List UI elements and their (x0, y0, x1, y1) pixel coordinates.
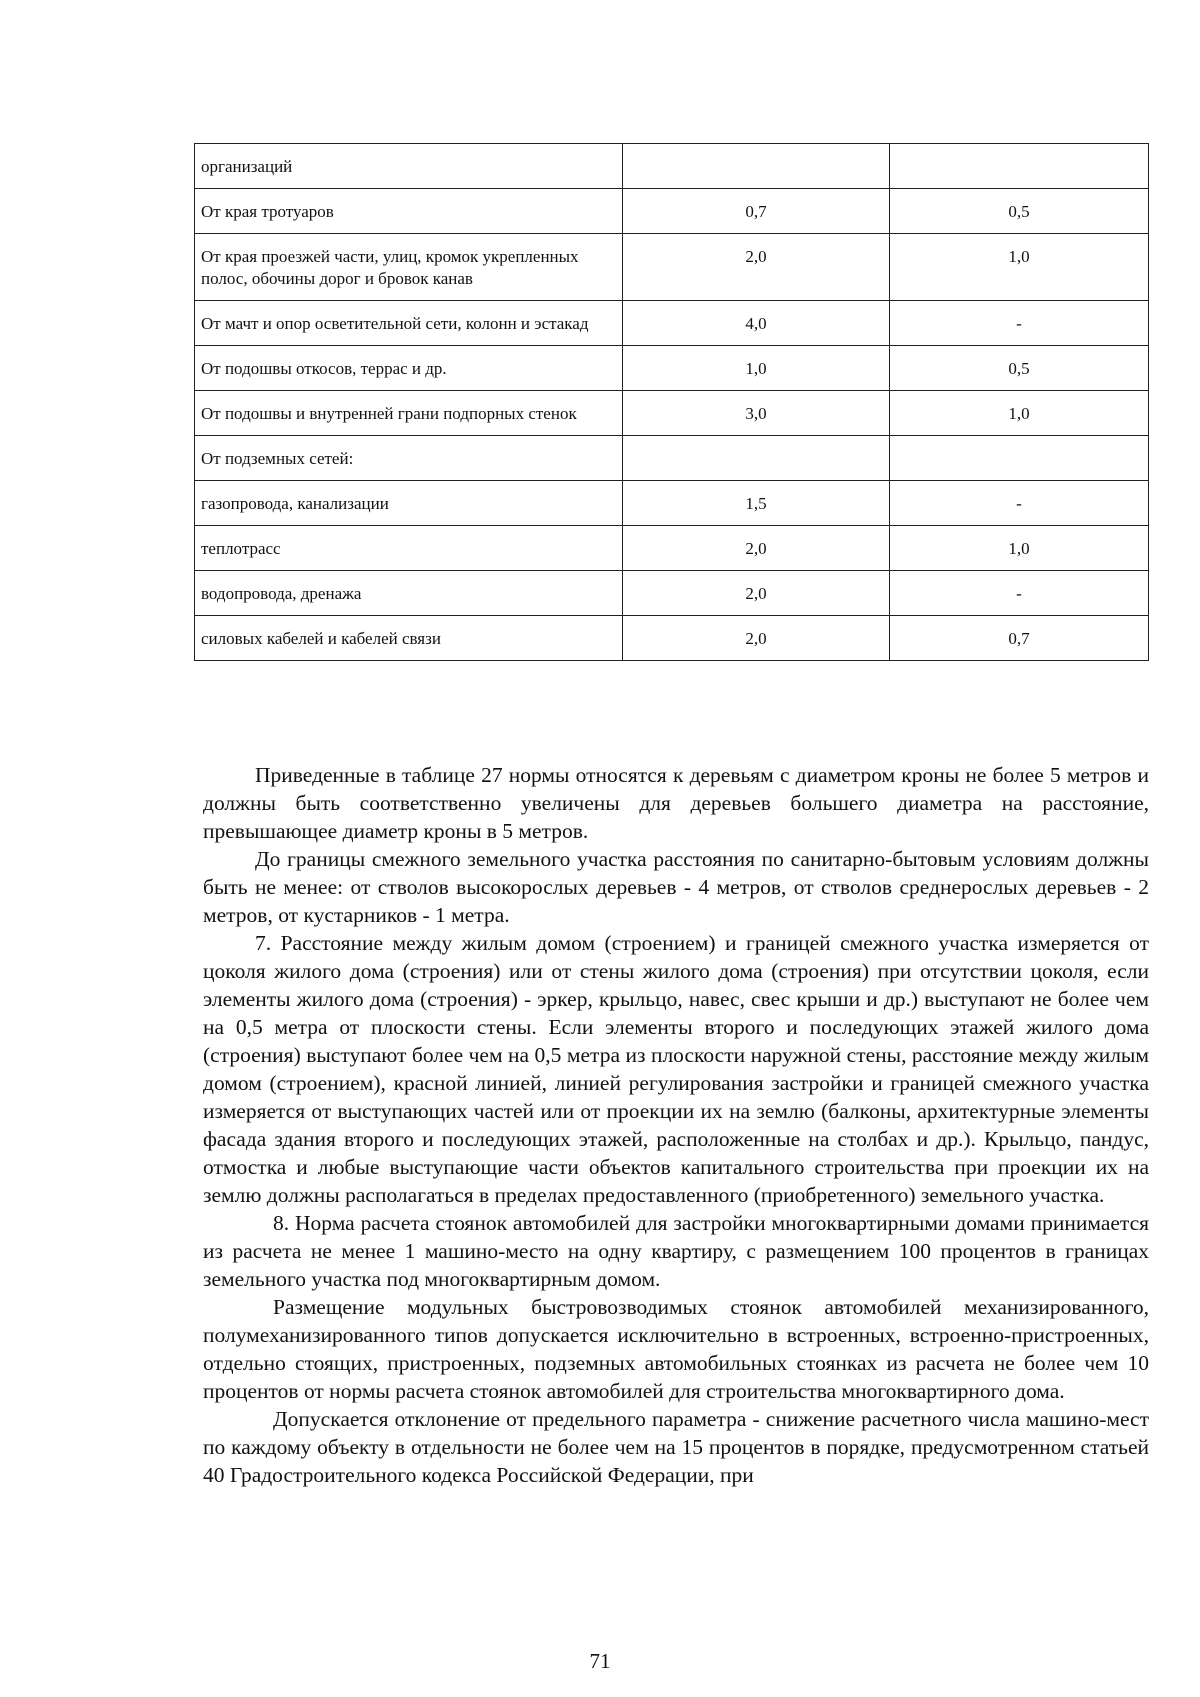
table-row (195, 436, 1149, 481)
row-value-2-cell: 1,0 (890, 526, 1149, 571)
row-label-cell: От подошвы и внутренней грани подпорных стенок (195, 391, 623, 436)
table-row (195, 616, 1149, 661)
row-value-2-cell: - (890, 301, 1149, 346)
distance-norms-table-wrap (194, 143, 1149, 661)
row-label-cell: От мачт и опор осветительной сети, колонн и эстакад (195, 301, 623, 346)
table-row (195, 144, 1149, 189)
row-label-cell: организаций (195, 144, 623, 189)
row-value-2-cell: 0,5 (890, 189, 1149, 234)
row-label-cell: От края тротуаров (195, 189, 623, 234)
row-value-1-cell (623, 436, 890, 481)
row-label-cell: теплотрасс (195, 526, 623, 571)
row-value-1-cell: 1,5 (623, 481, 890, 526)
row-value-1-cell: 4,0 (623, 301, 890, 346)
row-value-1-cell: 1,0 (623, 346, 890, 391)
table-body (195, 144, 1149, 661)
paragraph-item-7: 7. Расстояние между жилым домом (строением) и границей смежного участка измеряется от цоколя жилого дома (строения) или от стены жилого дома (строения) при отсутствии цоколя, если элементы жилого дома (строения) - эркер, крыльцо, навес, свес крыши и др.) выступают не более чем на 0,5 метра от плоскости стены. Если элементы второго и последующих этажей жилого дома (строения) выступают более чем на 0,5 метра из плоскости наружной стены, расстояние между жилым домом (строением), красной линией, линией регулирования застройки и границей смежного участка измеряется от выступающих частей или от проекции их на землю (балконы, архитектурные элементы фасада здания второго и последующих этажей, расположенные на столбах и др.). Крыльцо, пандус, отмостка и любые выступающие части объектов капитального строительства при проекции их на землю должны располагаться в пределах предоставленного (приобретенного) земельного участка. (203, 931, 1149, 1207)
table-row (195, 301, 1149, 346)
row-value-2-cell: 0,5 (890, 346, 1149, 391)
row-value-2-cell: 1,0 (890, 391, 1149, 436)
paragraph-sanitary-distances: До границы смежного земельного участка расстояния по санитарно-бытовым условиям должны быть не менее: от стволов высокорослых деревьев - 4 метров, от стволов среднерослых деревьев - 2 метров, от кустарников - 1 метра. (203, 847, 1149, 927)
row-label-cell: От подземных сетей: (195, 436, 623, 481)
paragraph-modular-parking: Размещение модульных быстровозводимых стоянок автомобилей механизированного, полумеханизированного типов допускается исключительно в встроенных, встроенно-пристроенных, отдельно стоящих, пристроенных, подземных автомобильных стоянках из расчета не более чем 10 процентов от нормы расчета стоянок автомобилей для строительства многоквартирного дома. (203, 1295, 1149, 1403)
row-value-2-cell: - (890, 481, 1149, 526)
row-label-cell: От подошвы откосов, террас и др. (195, 346, 623, 391)
row-value-2-cell: 1,0 (890, 234, 1149, 301)
table-row (195, 391, 1149, 436)
page-number: 71 (589, 1649, 611, 1673)
row-label-cell: водопровода, дренажа (195, 571, 623, 616)
distance-norms-table (194, 143, 1149, 661)
row-value-1-cell: 2,0 (623, 571, 890, 616)
table-row (195, 346, 1149, 391)
row-label-cell: силовых кабелей и кабелей связи (195, 616, 623, 661)
row-label-cell: От края проезжей части, улиц, кромок укрепленных полос, обочины дорог и бровок канав (195, 234, 623, 301)
row-value-1-cell: 2,0 (623, 616, 890, 661)
table-row (195, 234, 1149, 301)
row-value-2-cell: 0,7 (890, 616, 1149, 661)
row-value-1-cell: 2,0 (623, 526, 890, 571)
table-row (195, 189, 1149, 234)
row-value-1-cell: 0,7 (623, 189, 890, 234)
row-value-2-cell (890, 436, 1149, 481)
row-value-1-cell: 3,0 (623, 391, 890, 436)
table-row (195, 526, 1149, 571)
row-value-1-cell (623, 144, 890, 189)
paragraph-tree-norms: Приведенные в таблице 27 нормы относятся к деревьям с диаметром кроны не более 5 метров и должны быть соответственно увеличены для деревьев большего диаметра на расстояние, превышающее диаметр кроны в 5 метров. (203, 763, 1149, 843)
paragraph-deviation: Допускается отклонение от предельного параметра - снижение расчетного числа машино-мест по каждому объекту в отдельности не более чем на 15 процентов в порядке, предусмотренном статьей 40 Градостроительного кодекса Российской Федерации, при (203, 1407, 1149, 1487)
body-text (203, 761, 1149, 1489)
row-value-2-cell: - (890, 571, 1149, 616)
row-label-cell: газопровода, канализации (195, 481, 623, 526)
row-value-1-cell: 2,0 (623, 234, 890, 301)
table-row (195, 571, 1149, 616)
table-row (195, 481, 1149, 526)
row-value-2-cell (890, 144, 1149, 189)
paragraph-item-8: 8. Норма расчета стоянок автомобилей для застройки многоквартирными домами принимается из расчета не менее 1 машино-место на одну квартиру, с размещением 100 процентов в границах земельного участка под многоквартирным домом. (203, 1211, 1149, 1291)
